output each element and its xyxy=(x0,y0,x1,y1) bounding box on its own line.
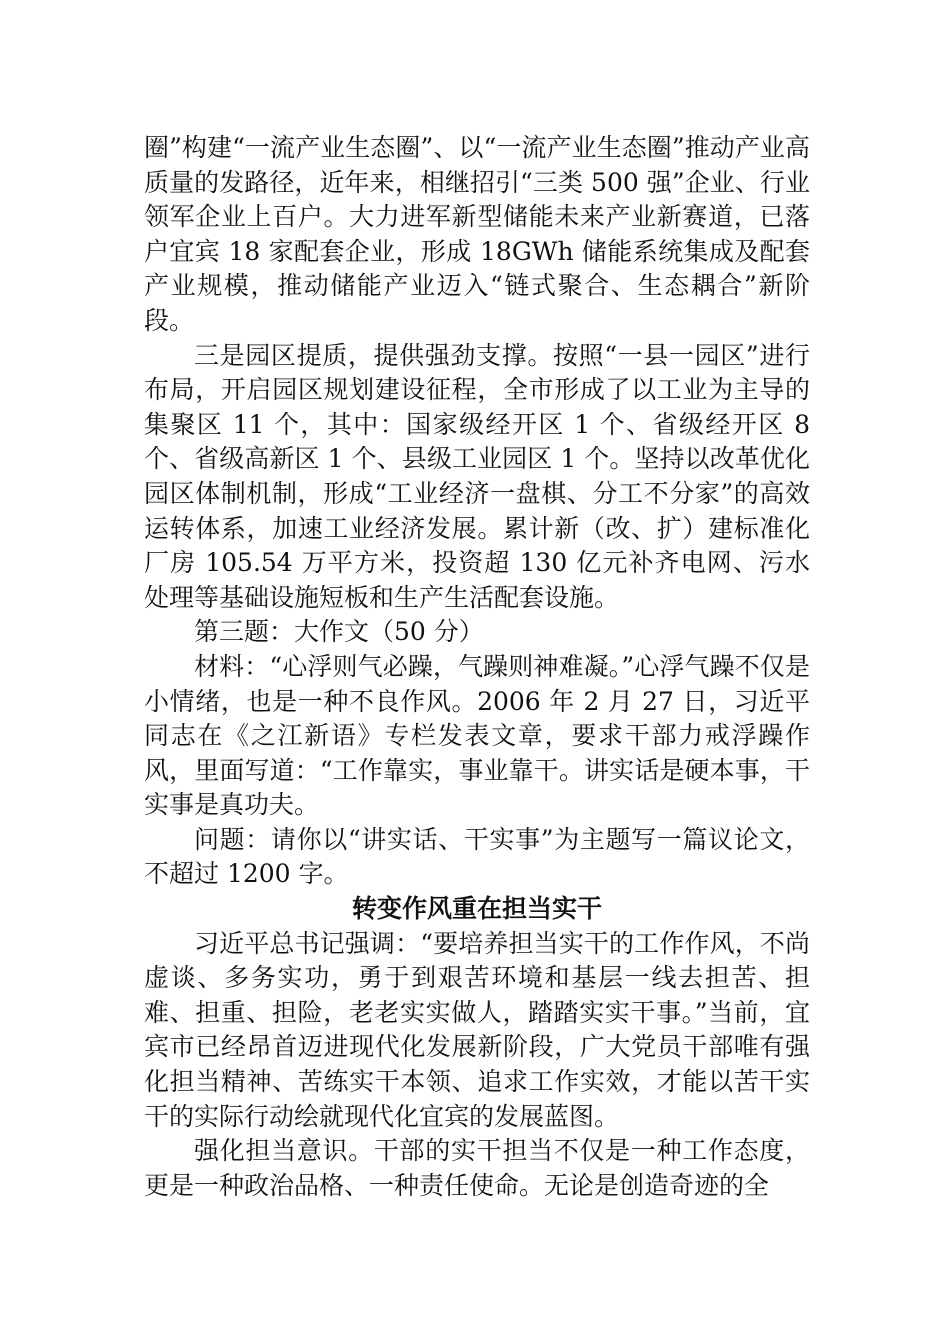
essay-paragraph-intro: 习近平总书记强调：“要培养担当实干的工作作风，不尚虚谈、多务实功，勇于到艰苦环境和基层一线去担苦、担难、担重、担险，老老实实做人，踏踏实实干事。”当前，宜宾市已经昂首迈进现代化发展新阶段，广大党员干部唯有强化担当精神、苦练实干本领、追求工作实效，才能以苦干实干的实际行动绘就现代化宜宾的发展蓝图。 xyxy=(144,928,810,1131)
paragraph-industry-ecosystem: 圈”构建“一流产业生态圈”、以“一流产业生态圈”推动产业高质量的发路径，近年来，相继招引“三类 500 强”企业、行业领军企业上百户。大力进军新型储能未来产业新赛道，已落户宜宾 18 家配套企业，形成 18GWh 储能系统集成及配套产业规模，推动储能产业迈入“链式聚合、生态耦合”新阶段。 xyxy=(144,133,810,335)
document-body xyxy=(144,131,810,1203)
essay-question: 问题：请你以“讲实话、干实事”为主题写一篇议论文，不超过 1200 字。 xyxy=(144,824,810,889)
paragraph-park-quality: 三是园区提质，提供强劲支撑。按照“一县一园区”进行布局，开启园区规划建设征程，全市形成了以工业为主导的集聚区 11 个，其中：国家级经开区 1 个、省级经开区 8 个、省级高新区 1 个、县级工业园区 1 个。坚持以改革优化园区体制机制，形成“工业经济一盘棋、分工不分家”的高效运转体系，加速工业经济发展。累计新（改、扩）建标准化厂房 105.54 万平方米，投资超 130 亿元补齐电网、污水处理等基础设施短板和生产生活配套设施。 xyxy=(144,340,810,612)
question-three-heading: 第三题：大作文（50 分） xyxy=(194,617,484,647)
essay-title: 转变作风重在担当实干 xyxy=(351,894,602,924)
essay-material: 材料：“心浮则气必躁，气躁则神难凝。”心浮气躁不仅是小情绪，也是一种不良作风。2006 年 2 月 27 日，习近平同志在《之江新语》专栏发表文章，要求干部力戒浮躁作风，里面写道：“工作靠实，事业靠干。讲实话是硬本事，干实事是真功夫。 xyxy=(144,651,810,820)
essay-paragraph-responsibility: 强化担当意识。干部的实干担当不仅是一种工作态度，更是一种政治品格、一种责任使命。无论是创造奇迹的全 xyxy=(144,1136,810,1200)
